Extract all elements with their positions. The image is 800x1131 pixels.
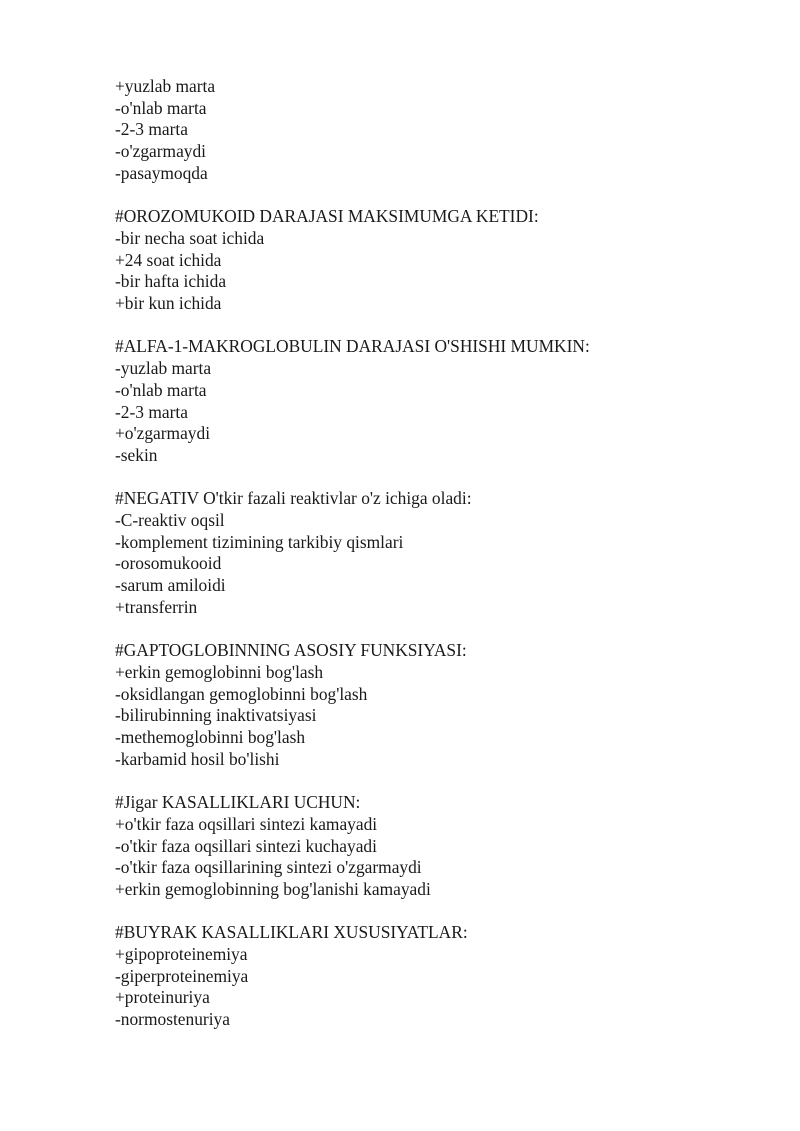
question-block-1	[115, 76, 755, 185]
answer-option: -C-reaktiv oqsil	[115, 510, 225, 531]
answer-option: -o'nlab marta	[115, 379, 207, 400]
answer-option: +24 soat ichida	[115, 249, 222, 270]
answer-option: -methemoglobinni bog'lash	[115, 727, 306, 748]
answer-option: +o'zgarmaydi	[115, 423, 211, 444]
question-text: #Jigar KASALLIKLARI UCHUN:	[115, 792, 361, 813]
answer-option: +erkin gemoglobinni bog'lash	[115, 661, 324, 682]
answer-option: -2-3 marta	[115, 119, 188, 140]
answer-option: -karbamid hosil bo'lishi	[115, 748, 280, 769]
answer-option: +transferrin	[115, 596, 198, 617]
answer-option: -oksidlangan gemoglobinni bog'lash	[115, 683, 368, 704]
answer-option: -o'tkir faza oqsillarining sintezi o'zgarmaydi	[115, 857, 422, 878]
question-text: #BUYRAK KASALLIKLARI XUSUSIYATLAR:	[115, 922, 468, 943]
answer-option: -o'nlab marta	[115, 97, 207, 118]
question-text: #NEGATIV O'tkir fazali reaktivlar o'z ichiga oladi:	[115, 488, 472, 509]
answer-option: -yuzlab marta	[115, 358, 212, 379]
question-text: #OROZOMUKOID DARAJASI MAKSIMUMGA KETIDI:	[115, 206, 539, 227]
question-block-3	[115, 336, 755, 466]
answer-option: -komplement tizimining tarkibiy qismlari	[115, 531, 404, 552]
answer-option: +gipoproteinemiya	[115, 944, 248, 965]
question-block-6	[115, 792, 755, 901]
question-block-4	[115, 488, 755, 618]
answer-option: +o'tkir faza oqsillari sintezi kamayadi	[115, 813, 378, 834]
answer-option: -normostenuriya	[115, 1009, 230, 1030]
answer-option: +yuzlab marta	[115, 76, 216, 96]
answer-option: -bir necha soat ichida	[115, 227, 265, 248]
answer-option: +proteinuriya	[115, 987, 210, 1008]
answer-option: -pasaymoqda	[115, 162, 208, 183]
question-text: #ALFA-1-MAKROGLOBULIN DARAJASI O'SHISHI MUMKIN:	[115, 336, 590, 357]
answer-option: -orosomukooid	[115, 553, 222, 574]
answer-option: -bir hafta ichida	[115, 271, 227, 292]
question-block-2	[115, 206, 755, 315]
answer-option: -o'zgarmaydi	[115, 141, 207, 162]
question-block-7	[115, 922, 755, 1031]
answer-option: -o'tkir faza oqsillari sintezi kuchayadi	[115, 835, 377, 856]
answer-option: +bir kun ichida	[115, 293, 222, 314]
question-block-5	[115, 640, 755, 770]
answer-option: -bilirubinning inaktivatsiyasi	[115, 705, 317, 726]
answer-option: -sekin	[115, 444, 158, 465]
question-text: #GAPTOGLOBINNING ASOSIY FUNKSIYASI:	[115, 640, 467, 661]
answer-option: -giperproteinemiya	[115, 965, 249, 986]
document-content	[115, 76, 755, 1053]
answer-option: -sarum amiloidi	[115, 575, 226, 596]
answer-option: -2-3 marta	[115, 401, 188, 422]
answer-option: +erkin gemoglobinning bog'lanishi kamayadi	[115, 878, 431, 899]
